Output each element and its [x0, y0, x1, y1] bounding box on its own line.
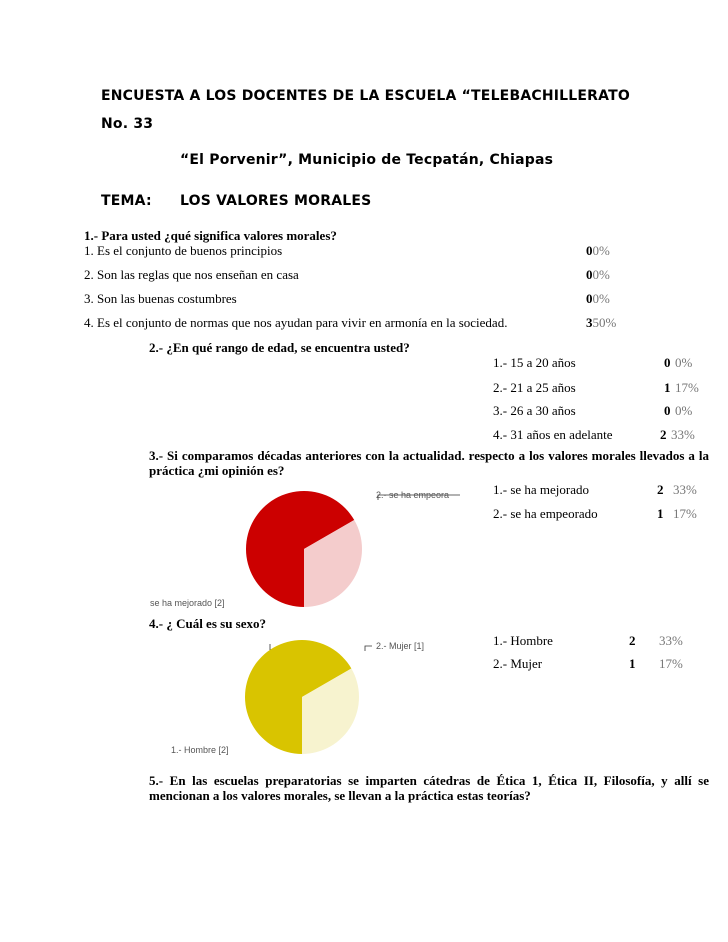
q3-option-pct: 33%: [673, 482, 697, 497]
question-1: 1.- Para usted ¿qué significa valores morales?: [84, 228, 337, 243]
q1-option-text: 2. Son las reglas que nos enseñan en casa: [84, 267, 299, 282]
q1-option-result: [586, 267, 610, 283]
question-5: 5.- En las escuelas preparatorias se imparten cátedras de Ética 1, Ética II, Filosofía, y allí se mencionan a los valores morales, se llevan a la práctica estas teorías?: [149, 773, 709, 803]
q2-option-count: 0: [664, 355, 671, 370]
q1-option-count: 0: [586, 291, 593, 306]
q4-option-count: 2: [629, 633, 636, 648]
q3-option-text: 2.- se ha empeorado: [493, 506, 598, 521]
tema-label: TEMA:: [101, 193, 152, 209]
school-number: No. 33: [101, 116, 154, 132]
q4-option-text: 1.- Hombre: [493, 633, 553, 648]
q1-option-pct: 0%: [592, 267, 610, 282]
pie1-legend-top: 2.- se ha empeora: [376, 490, 450, 500]
pie1-legend-bottom: se ha mejorado [2]: [150, 598, 225, 608]
q4-option-pct: 33%: [659, 633, 683, 648]
q1-option-result: [586, 291, 610, 307]
q1-option-count: 3: [586, 315, 593, 330]
q1-option-result: [586, 315, 616, 331]
pie2-legend-bottom: 1.- Hombre [2]: [171, 745, 229, 755]
leader-line: [365, 646, 372, 651]
q1-option-text: 1. Es el conjunto de buenos principios: [84, 243, 283, 258]
q2-option-pct: 0%: [675, 355, 693, 370]
school-location: “El Porvenir”, Municipio de Tecpatán, Chiapas: [180, 152, 554, 168]
q3-option-pct: 17%: [673, 506, 697, 521]
q4-option-count: 1: [629, 656, 636, 671]
q1-option-count: 0: [586, 267, 593, 282]
q1-option-pct: 50%: [592, 315, 617, 330]
q3-option-count: 1: [657, 506, 664, 521]
q1-option-count: 0: [586, 243, 593, 258]
tema-value: LOS VALORES MORALES: [180, 193, 372, 209]
q2-option-count: 0: [664, 403, 671, 418]
question-4: 4.- ¿ Cuál es su sexo?: [149, 616, 267, 631]
q2-option-text: 2.- 21 a 25 años: [493, 380, 576, 395]
question-2: 2.- ¿En qué rango de edad, se encuentra usted?: [149, 340, 410, 355]
q3-option-count: 2: [657, 482, 664, 497]
q1-option-pct: 0%: [592, 243, 610, 258]
q1-option-text: 4. Es el conjunto de normas que nos ayudan para vivir en armonía en la sociedad.: [84, 315, 508, 330]
q2-option-pct: 17%: [675, 380, 699, 395]
q2-option-count: 1: [664, 380, 671, 395]
q2-option-count: 2: [660, 427, 667, 442]
q1-option-result: [586, 243, 610, 259]
pie2-legend-top: 2.- Mujer [1]: [376, 641, 425, 651]
q2-option-text: 1.- 15 a 20 años: [493, 355, 576, 370]
q3-option-text: 1.- se ha mejorado: [493, 482, 590, 497]
q2-option-pct: 0%: [675, 403, 693, 418]
survey-title: ENCUESTA A LOS DOCENTES DE LA ESCUELA “TELEBACHILLERATO: [101, 88, 630, 104]
q2-option-pct: 33%: [671, 427, 695, 442]
q1-option-pct: 0%: [592, 291, 610, 306]
q4-option-text: 2.- Mujer: [493, 656, 543, 671]
question-3: 3.- Si comparamos décadas anteriores con la actualidad. respecto a los valores morales llevados a la práctica ¿mi opinión es?: [149, 448, 709, 478]
q2-option-text: 3.- 26 a 30 años: [493, 403, 576, 418]
q1-option-text: 3. Son las buenas costumbres: [84, 291, 237, 306]
q2-option-text: 4.- 31 años en adelante: [493, 427, 613, 442]
q4-option-pct: 17%: [659, 656, 683, 671]
